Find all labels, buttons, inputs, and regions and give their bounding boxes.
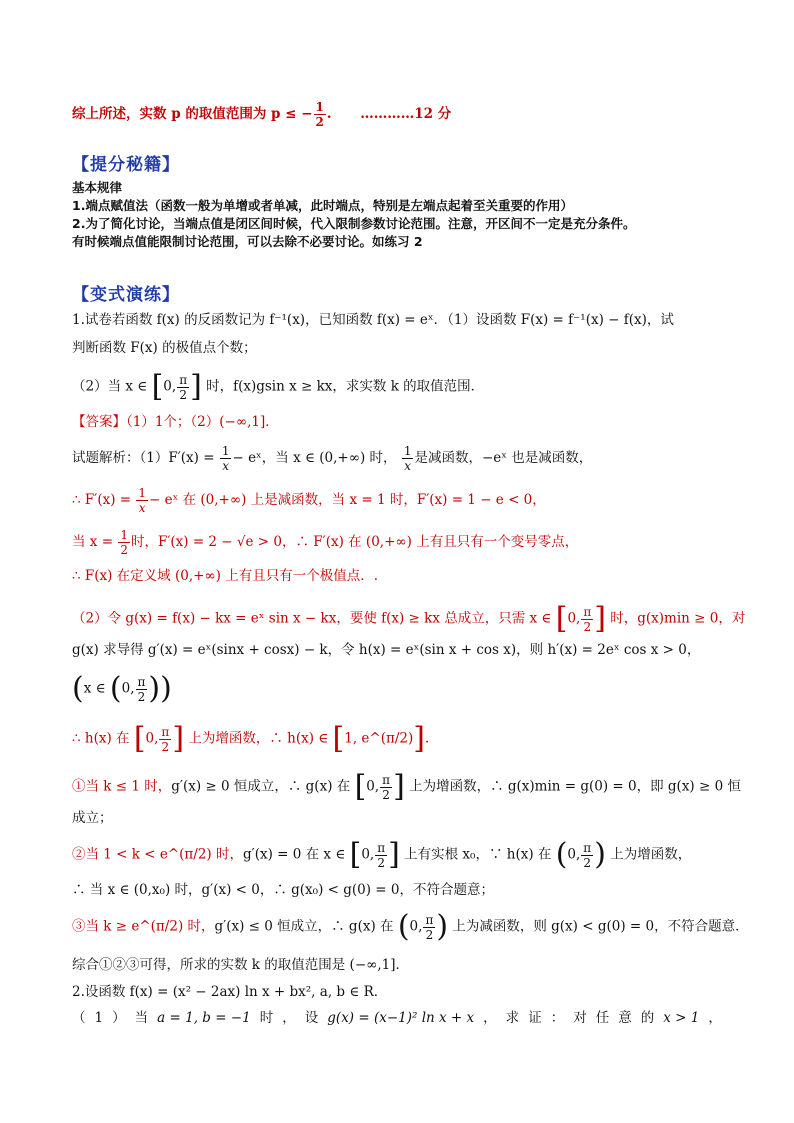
case2-text-c: 上有实根 x₀，∵ h(x) 在: [404, 846, 552, 863]
paren-left: (: [555, 837, 568, 872]
paren-left: (: [397, 909, 410, 944]
fraction: [581, 841, 593, 870]
case3-text-a: ③当 k ≥ e^(π/2) 时，: [72, 918, 215, 935]
bracket-left: [: [332, 721, 345, 756]
q2-part: ：: [550, 1010, 565, 1026]
solution-line-5: （2）令 g(x) = f(x) − kx = eˣ sin x − kx，要使 f(x) ≥ kx 总成立，只需 x ∈ [0, $\frac{\pi}{2}$ ] 时，g(x)min ≥ 0，对: [72, 601, 746, 636]
sol7-text-a: x ∈: [83, 680, 106, 697]
case3-text-b: g′(x) ≤ 0 恒成立，∴ g(x) 在: [214, 918, 394, 935]
fraction: [136, 486, 148, 515]
sol5-text-b: 时，g(x)min ≥ 0，对: [610, 610, 746, 627]
tips-item-2b: 有时候端点值能限制讨论范围，可以去除不必要讨论。如练习 2: [72, 234, 423, 249]
fraction: [402, 444, 414, 473]
paren-right: ): [148, 671, 161, 706]
q1-part2-text-b: 时，f(x)gsin x ≥ kx，求实数 k 的取值范围．: [206, 378, 485, 395]
case1-text-c: 上为增函数，∴ g(x)min = g(0) = 0，即 g(x) ≥ 0 恒: [409, 778, 741, 795]
q2-part: 对: [573, 1010, 587, 1026]
bracket-right: ]: [393, 769, 405, 804]
q2-part: 时: [259, 1010, 274, 1026]
frac-numerator: 1: [315, 100, 324, 114]
sol3-text-a: 当 x =: [72, 534, 114, 550]
q2-line-2: [72, 1008, 722, 1028]
frac-numerator: π: [583, 840, 592, 855]
q2-part: ，: [282, 1010, 296, 1026]
frac-numerator: π: [161, 724, 170, 739]
case-2: ②当 1 < k < e^(π/2) 时，g′(x) = 0 在 x ∈ [0, $\frac{\pi}{2}$ ] 上有实根 x₀，∵ h(x) 在 (0, $\frac{\pi}{2}$ ) 上为增函数，: [72, 837, 692, 872]
paren-right: ): [436, 909, 449, 944]
q2-part: ，: [708, 1010, 722, 1026]
frac-numerator: π: [377, 840, 386, 855]
frac-denominator: x: [404, 459, 412, 473]
q2-part: 意: [618, 1010, 632, 1026]
fraction: [375, 841, 387, 870]
q2-part: 求: [505, 1010, 520, 1026]
solution-line-2: [72, 486, 546, 515]
case-1: ①当 k ≤ 1 时，g′(x) ≥ 0 恒成立，∴ g(x) 在 [0, $\frac{\pi}{2}$ ] 上为增函数，∴ g(x)min = g(0) = 0，即 g(x) ≥ 0 恒: [72, 769, 741, 804]
score: …………12 分: [360, 106, 452, 122]
q1-line-2: 判断函数 F(x) 的极值点个数；: [72, 340, 257, 356]
sol8-text-c: 1, e^(π/2): [344, 730, 414, 747]
fraction: [581, 605, 593, 634]
solution-line-8: ∴ h(x) 在 [0, $\frac{\pi}{2}$ ] 上为增函数，∴ h(x) ∈ [1, e^(π/2)]．: [72, 721, 439, 756]
paren-right: ): [594, 837, 606, 872]
tips-heading: 【提分秘籍】: [72, 155, 180, 175]
bracket-right: ]: [594, 601, 606, 636]
fraction: [159, 725, 171, 754]
frac-numerator: 1: [138, 486, 146, 500]
frac-denominator: x: [138, 501, 146, 515]
sol2-text-a: ∴ F′(x) =: [72, 492, 132, 508]
q2-part: g(x) = (x−1)² ln x + x: [327, 1010, 475, 1026]
summary-text: 综上所述，实数 p 的取值范围为 p ≤ −: [72, 106, 313, 122]
solution-line-3: [72, 528, 578, 557]
bracket-right: ]: [388, 837, 400, 872]
fraction: [380, 773, 392, 802]
frac-denominator: 2: [583, 619, 592, 634]
tips-subheading: 基本规律: [72, 180, 123, 195]
fraction: [136, 675, 148, 704]
solution-line-7: (x ∈ (0, $\frac{\pi}{2}$ )): [72, 671, 172, 706]
frac-numerator: 1: [221, 444, 230, 458]
q1-part2-text-a: （2）当 x ∈: [72, 378, 148, 395]
bracket-left: [: [349, 837, 362, 872]
case2-text-d: 上为增函数，: [610, 846, 692, 863]
case1-text-b: g′(x) ≥ 0 恒成立，∴ g(x) 在: [171, 778, 351, 795]
frac-denominator: 2: [120, 543, 128, 557]
q2-part: 的: [640, 1010, 655, 1026]
frac-denominator: 2: [137, 689, 146, 704]
q1-line-1: 1.试卷若函数 f(x) 的反函数记为 f⁻¹(x)，已知函数 f(x) = eˣ．（1）设函数 F(x) = f⁻¹(x) − f(x)，试: [72, 312, 674, 328]
frac-numerator: 1: [120, 528, 128, 542]
case3-text-c: 上为减函数，则 g(x) < g(0) = 0，不符合题意．: [452, 918, 749, 935]
q2-part: x > 1: [663, 1010, 700, 1026]
q2-part: ）: [112, 1010, 126, 1026]
bracket-left: [: [133, 721, 146, 756]
sol5-text-a: （2）令 g(x) = f(x) − kx = eˣ sin x − kx，要使 f(x) ≥ kx 总成立，只需 x ∈: [72, 610, 552, 627]
bracket-left: [: [354, 769, 367, 804]
frac-numerator: π: [137, 674, 146, 689]
paren-left: (: [72, 671, 84, 706]
fraction: [118, 528, 130, 557]
frac-denominator: 2: [425, 927, 434, 942]
sol8-text-d: ．: [425, 730, 439, 747]
q2-part: 任: [595, 1010, 610, 1026]
paren-left: (: [109, 671, 122, 706]
sol3-text-b: 时，F′(x) = 2 − √e > 0，∴ F′(x) 在 (0,+∞) 上有且只有一个变号零点，: [130, 534, 579, 550]
fraction: [177, 373, 189, 402]
fraction: [423, 913, 435, 942]
q2-line-1: 2.设函数 f(x) = (x² − 2ax) ln x + bx², a, b ∈ R．: [72, 984, 388, 1000]
bracket-left: [: [151, 369, 164, 404]
q2-part: ，: [483, 1010, 497, 1026]
summary-tail: .: [326, 106, 332, 122]
case1-text-a: ①当 k ≤ 1 时，: [72, 778, 172, 795]
q2-part: 当: [134, 1010, 149, 1026]
q2-part: a = 1, b = −1: [157, 1010, 251, 1026]
case-2-cont: ∴ 当 x ∈ (0,x₀) 时，g′(x) < 0，∴ g(x₀) < g(0) = 0，不符合题意；: [72, 882, 494, 898]
frac-denominator: 2: [179, 387, 187, 402]
frac-denominator: 2: [382, 787, 390, 802]
tips-item-1: 1.端点赋值法（函数一般为单增或者单减，此时端点，特别是左端点起着至关重要的作用）: [72, 198, 573, 213]
q2-part: 1: [94, 1010, 104, 1026]
bracket-right: ]: [190, 369, 202, 404]
frac-numerator: 1: [403, 444, 412, 458]
solution-line-4: ∴ F(x) 在定义域 (0,+∞) 上有且只有一个极值点．.: [72, 568, 379, 584]
bracket-left: [: [555, 601, 568, 636]
answer-line: 【答案】（1）1个；（2）(−∞,1]．: [72, 414, 279, 430]
q2-part: （: [72, 1010, 86, 1026]
sol2-text-b: − eˣ 在 (0,+∞) 上是减函数，当 x = 1 时，F′(x) = 1 − e < 0，: [149, 492, 546, 508]
frac-numerator: π: [583, 604, 592, 619]
frac-denominator: 2: [377, 855, 385, 870]
solution-line-1: [72, 444, 592, 473]
case2-text-a: ②当 1 < k < e^(π/2) 时，: [72, 846, 243, 863]
sol1-text-a: 试题解析：（1）F′(x) =: [72, 450, 215, 466]
frac-numerator: π: [425, 912, 434, 927]
q2-part: 设: [304, 1010, 319, 1026]
case2-text-b: g′(x) = 0 在 x ∈: [243, 846, 346, 863]
frac-denominator: x: [222, 459, 230, 473]
fraction: [314, 100, 326, 129]
frac-numerator: π: [179, 372, 188, 387]
q1-part-2: （2）当 x ∈ [0, $\frac{\pi}{2}$ ] 时，f(x)gsin x ≥ kx，求实数 k 的取值范围．: [72, 369, 485, 404]
summary-line: [72, 100, 451, 129]
case-1-cont: 成立；: [72, 810, 113, 826]
tips-item-2: 2.为了简化讨论，当端点值是闭区间时候，代入限制参数讨论范围。注意，开区间不一定是充分条件。: [72, 216, 636, 231]
case-3: ③当 k ≥ e^(π/2) 时，g′(x) ≤ 0 恒成立，∴ g(x) 在 (0, $\frac{\pi}{2}$ ) 上为减函数，则 g(x) < g(0) = 0，不符合题意．: [72, 909, 749, 944]
sol1-text-b: − eˣ，当 x ∈ (0,+∞) 时，: [232, 450, 397, 466]
conclusion-line: 综合①②③可得，所求的实数 k 的取值范围是 (−∞,1]．: [72, 957, 410, 973]
frac-numerator: π: [382, 772, 391, 787]
frac-denominator: 2: [161, 739, 170, 754]
practice-heading: 【变式演练】: [72, 285, 180, 305]
sol8-text-b: 上为增函数，∴ h(x) ∈: [188, 730, 329, 747]
q2-part: 证: [528, 1010, 542, 1026]
sol1-text-c: 是减函数，−eˣ 也是减函数，: [414, 450, 593, 466]
solution-line-6: g(x) 求导得 g′(x) = eˣ(sinx + cosx) − k，令 h(x) = eˣ(sin x + cos x)，则 h′(x) = 2eˣ cos x > 0，: [72, 642, 701, 658]
frac-denominator: 2: [583, 855, 592, 870]
frac-denominator: 2: [315, 115, 324, 129]
bracket-right: ]: [172, 721, 185, 756]
sol8-text-a: ∴ h(x) 在: [72, 730, 130, 747]
paren-right: ): [160, 671, 172, 706]
bracket-right: ]: [413, 721, 426, 756]
fraction: [220, 444, 232, 473]
